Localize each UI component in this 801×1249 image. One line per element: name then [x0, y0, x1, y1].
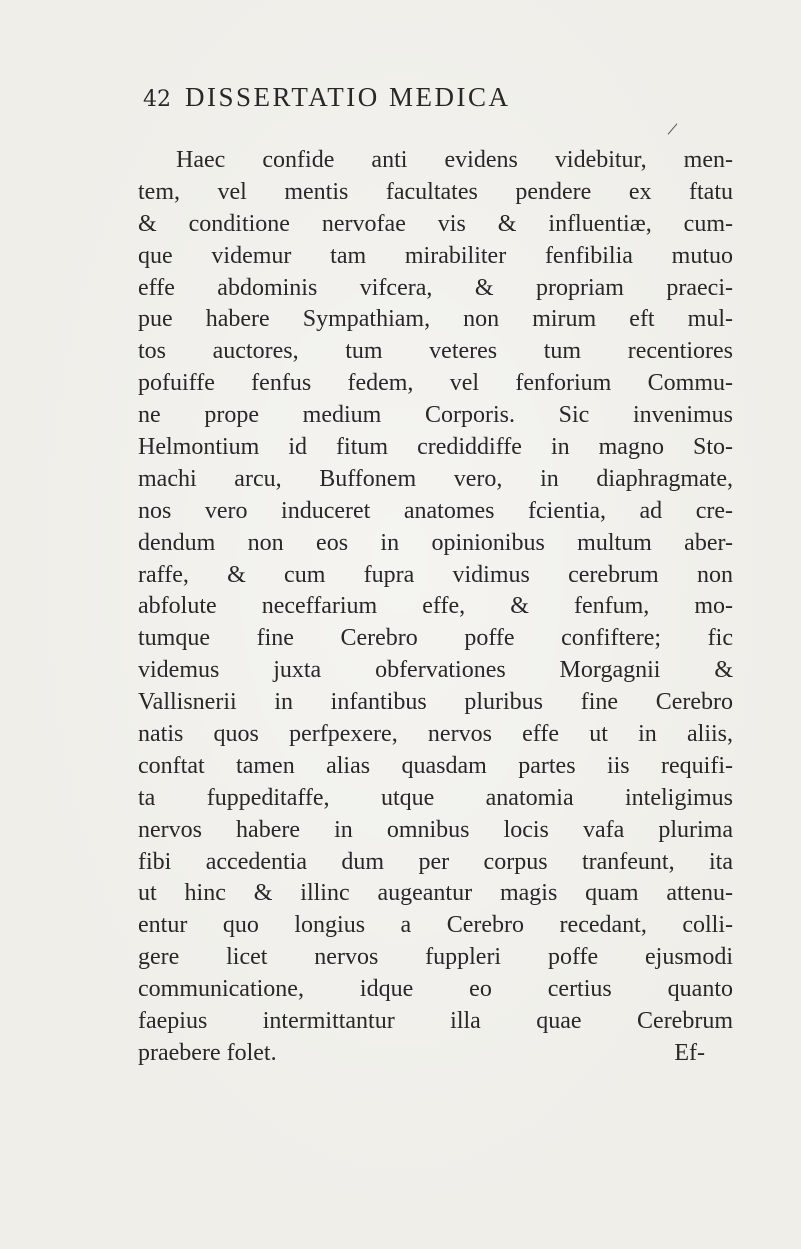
- text-line: pofuiffe fenfus fedem, vel fenforium Commu-: [138, 370, 733, 397]
- catchword: Ef-: [674, 1039, 705, 1066]
- text-line: nos vero induceret anatomes fcientia, ad cre-: [138, 497, 733, 524]
- text-line: effe abdominis vifcera, & propriam praeci-: [138, 274, 733, 301]
- text-line: fibi accedentia dum per corpus tranfeunt, ita: [138, 848, 733, 875]
- text-line: ut hinc & illinc augeantur magis quam attenu-: [138, 880, 733, 907]
- final-line-text: praebere folet.: [138, 1039, 277, 1066]
- text-line: gere licet nervos fuppleri poffe ejusmodi: [138, 944, 733, 971]
- text-line: abfolute neceffarium effe, & fenfum, mo-: [138, 593, 733, 620]
- page-number: 42: [143, 87, 171, 112]
- text-line: ta fuppeditaffe, utque anatomia inteligimus: [138, 784, 733, 811]
- text-line: & conditione nervofae vis & influentiæ, cum-: [138, 210, 733, 237]
- text-line: faepius intermittantur illa quae Cerebrum: [138, 1008, 733, 1035]
- text-line: pue habere Sympathiam, non mirum eft mul-: [138, 306, 733, 333]
- stray-ink-mark: [668, 123, 678, 134]
- text-line: entur quo longius a Cerebro recedant, colli-: [138, 912, 733, 939]
- text-line: ne prope medium Corporis. Sic invenimus: [138, 402, 733, 429]
- text-line: communicatione, idque eo certius quanto: [138, 976, 733, 1003]
- text-line: Helmontium id fitum crediddiffe in magno Sto-: [138, 434, 733, 461]
- text-line: dendum non eos in opinionibus multum aber-: [138, 529, 733, 556]
- text-line: machi arcu, Buffonem vero, in diaphragmate,: [138, 465, 733, 492]
- running-title: DISSERTATIO MEDICA: [185, 82, 511, 112]
- text-line: Vallisnerii in infantibus pluribus fine Cerebro: [138, 689, 733, 716]
- text-line: tos auctores, tum veteres tum recentiores: [138, 338, 733, 365]
- text-line: natis quos perfpexere, nervos effe ut in aliis,: [138, 721, 733, 748]
- body-text: [138, 145, 733, 1070]
- text-line: raffe, & cum fupra vidimus cerebrum non: [138, 561, 733, 588]
- text-line: videmus juxta obfervationes Morgagnii &: [138, 657, 733, 684]
- text-line: que videmur tam mirabiliter fenfibilia mutuo: [138, 242, 733, 269]
- text-line: Haec confide anti evidens videbitur, men-: [176, 147, 733, 173]
- text-line: tumque fine Cerebro poffe confiftere; fic: [138, 625, 733, 652]
- text-line: nervos habere in omnibus locis vafa plurima: [138, 816, 733, 843]
- text-line: tem, vel mentis facultates pendere ex ftatu: [138, 178, 733, 205]
- text-line: conftat tamen alias quasdam partes iis requifi-: [138, 752, 733, 779]
- page-header: [143, 82, 510, 122]
- final-line: [138, 1038, 733, 1070]
